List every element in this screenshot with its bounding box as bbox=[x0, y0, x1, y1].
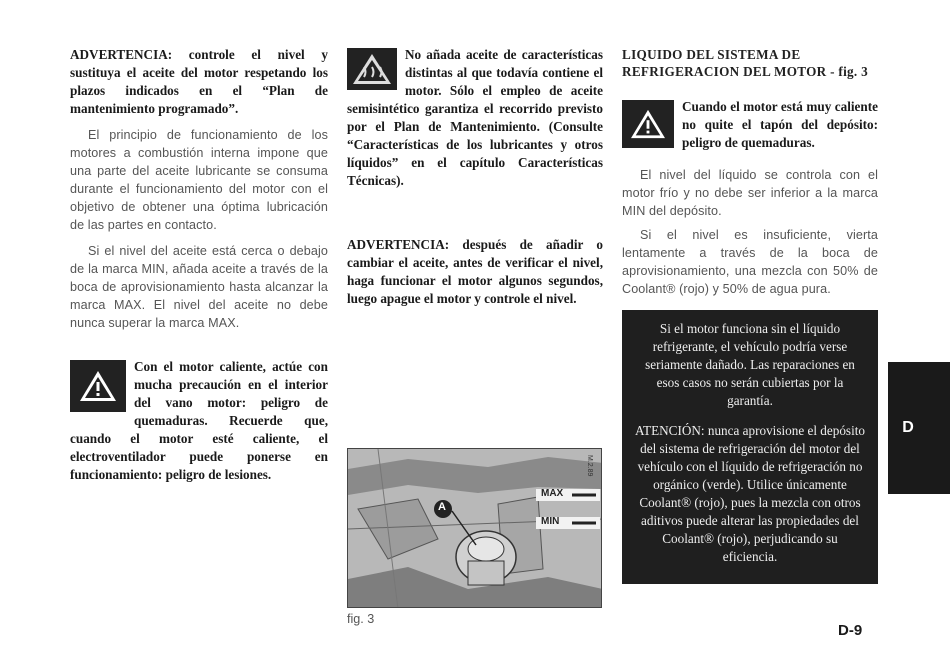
section-title bbox=[622, 46, 878, 80]
page-number: D-9 bbox=[838, 622, 863, 639]
section-tab-letter: D bbox=[902, 419, 914, 436]
hot-surface-warning-icon bbox=[347, 48, 397, 90]
oil-principle-paragraph: El principio de funcionamiento de los motores a combustión interna impone que una parte del aceite lubricante se consuma durante el funcionamiento del motor con el objetivo de obtener una óptima lubricación de las partes en contacto. bbox=[70, 128, 328, 232]
oil-check-advisory: ADVERTENCIA: después de añadir o cambiar el aceite, antes de verificar el nivel, haga funcionar el motor algunos segundos, luego apague el motor y controle el nivel. bbox=[347, 237, 603, 306]
label-max: MAX bbox=[541, 488, 564, 499]
figure-caption: fig. 3 bbox=[347, 612, 375, 626]
coolant-warning-2: ATENCIÓN: nunca aprovisione el depósito del sistema de refrigeración del motor del vehículo con el líquido de refrigeración no orgánico (verde). Utilice únicamente Coolant® (rojo), pues la mezcla con otros aditivos puede alterar las propiedades del Coolant® (rojo), perjudicando su eficiencia. bbox=[634, 423, 865, 564]
oil-type-warning-text: No añada aceite de características distintas al que todavía contiene el motor. Sólo el empleo de aceite semisintético garantiza el recorrido previsto por el Plan de Mantenimiento. (Consulte “Características de los lubricantes y otros líquidos” en el capítulo Características Técnicas). bbox=[347, 47, 603, 188]
hot-engine-warning-text: Con el motor caliente, actúe con mucha precaución en el interior del vano motor: peligro de quemaduras. Recuerde que, cuando el motor esté caliente, el electroventilador puede ponerse en funcionamiento: peligro de lesiones. bbox=[70, 359, 328, 482]
engine-reservoir-figure bbox=[347, 448, 602, 608]
label-min: MIN bbox=[541, 516, 560, 527]
hot-engine-warning bbox=[70, 358, 328, 484]
column-3 bbox=[622, 46, 878, 584]
oil-type-warning bbox=[347, 46, 603, 190]
coolant-refill-paragraph: Si el nivel es insuficiente, vierta lentamente a través de la boca de aprovisionamiento, una mezcla con 50% de Coolant® (rojo) y 50% de agua pura. bbox=[622, 228, 878, 296]
radiator-cap-warning-text: Cuando el motor está muy caliente no quite el tapón del depósito: peligro de quemaduras. bbox=[682, 99, 878, 150]
section-title-line-1: LIQUIDO DEL SISTEMA DE bbox=[622, 47, 801, 62]
warning-triangle-icon bbox=[70, 360, 126, 412]
oil-level-paragraph: Si el nivel del aceite está cerca o debajo de la marca MIN, añada aceite a través de la boca de aprovisionamiento hasta alcanzar la marca MAX. El nivel del aceite no debe nunca superar la marca MAX. bbox=[70, 244, 328, 330]
radiator-cap-warning bbox=[622, 98, 878, 152]
coolant-warning-box bbox=[622, 310, 878, 584]
engine-illustration bbox=[348, 449, 602, 608]
column-2 bbox=[347, 46, 603, 308]
label-a: A bbox=[438, 501, 446, 513]
figure-code: M.2.89 bbox=[586, 455, 593, 477]
warning-triangle-icon bbox=[622, 100, 674, 148]
column-1 bbox=[70, 46, 328, 484]
section-tab bbox=[888, 362, 950, 494]
oil-advisory: ADVERTENCIA: controle el nivel y sustituya el aceite del motor respetando los plazos indicados en el “Plan de mantenimiento programado”. bbox=[70, 47, 328, 116]
coolant-level-paragraph: El nivel del líquido se controla con el motor frío y no debe ser inferior a la marca MIN del depósito. bbox=[622, 168, 878, 218]
coolant-warning-1: Si el motor funciona sin el líquido refrigerante, el vehículo podría verse seriamente dañado. Las reparaciones en esos casos no serán cubiertas por la garantía. bbox=[645, 321, 855, 408]
section-title-line-2: REFRIGERACION DEL MOTOR - fig. 3 bbox=[622, 64, 869, 79]
